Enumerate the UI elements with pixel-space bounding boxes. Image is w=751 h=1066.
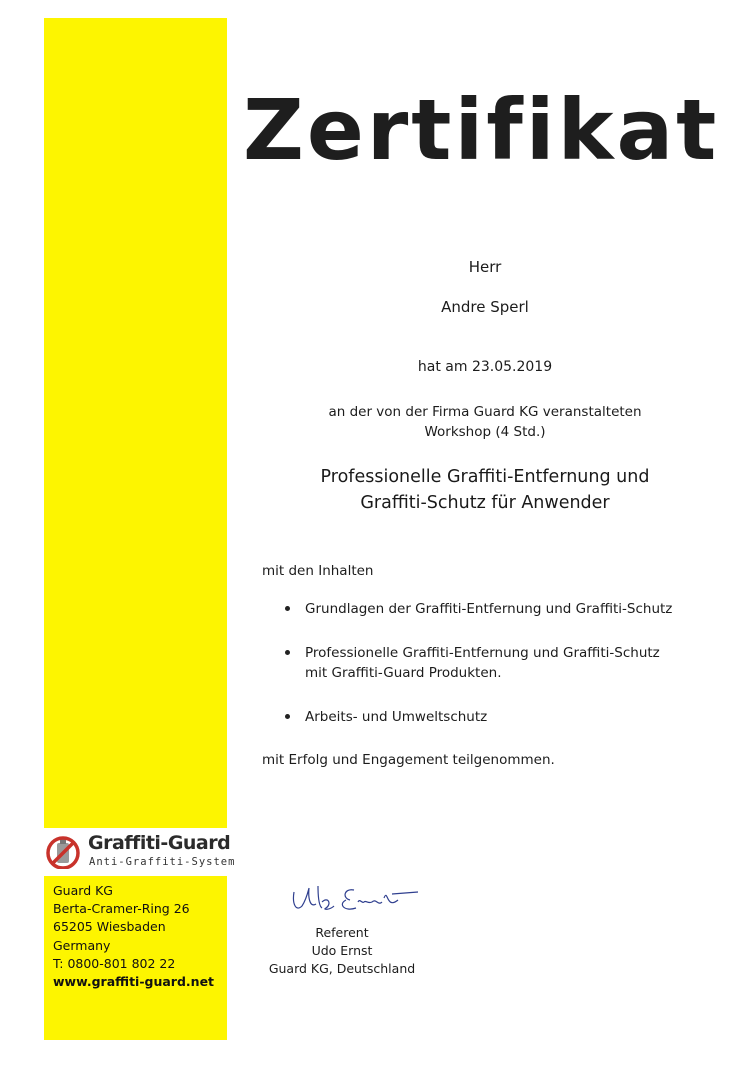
address-country: Germany — [53, 937, 111, 953]
signatory-role: Referent — [315, 925, 369, 940]
course-title-line-1: Professionelle Graffiti-Entfernung und — [320, 467, 650, 487]
topic-line-1: Arbeits- und Umweltschutz — [305, 709, 488, 725]
topics-list — [283, 599, 672, 751]
organizer-line-1: an der von der Firma Guard KG veranstalteten — [328, 404, 642, 420]
contents-intro: mit den Inhalten — [262, 563, 374, 579]
signatory-block — [262, 924, 422, 978]
company-logo — [44, 828, 236, 876]
recipient-name: Andre Sperl — [441, 298, 529, 316]
address-street: Berta-Cramer-Ring 26 — [53, 901, 190, 917]
no-spray-can-icon — [45, 833, 81, 869]
date-line: hat am 23.05.2019 — [417, 359, 553, 375]
address-website: www.graffiti-guard.net — [53, 974, 215, 990]
signatory-org: Guard KG, Deutschland — [268, 961, 416, 976]
address-company: Guard KG — [53, 883, 113, 898]
recipient-salutation: Herr — [468, 258, 502, 276]
address-city: 65205 Wiesbaden — [53, 919, 166, 935]
topic-line-1: Professionelle Graffiti-Entfernung und Graffiti-Schutz — [305, 645, 660, 661]
company-address — [53, 882, 214, 991]
closing-text: mit Erfolg und Engagement teilgenommen. — [262, 752, 555, 768]
course-title-line-2: Graffiti-Schutz für Anwender — [360, 493, 610, 513]
organizer-line-2: Workshop (4 Std.) — [424, 424, 546, 440]
organizer-text — [230, 402, 740, 442]
logo-tagline: Anti-Graffiti-System — [89, 856, 236, 868]
list-item — [283, 707, 672, 727]
signatory-name: Udo Ernst — [311, 943, 373, 958]
list-item — [283, 599, 672, 619]
topic-line-1: Grundlagen der Graffiti-Entfernung und Graffiti-Schutz — [305, 601, 673, 617]
course-title — [230, 464, 740, 516]
logo-name: Graffiti-Guard — [88, 832, 231, 854]
handwritten-signature — [288, 880, 428, 924]
certificate-title: Zertifikat — [243, 81, 720, 179]
list-item — [283, 643, 672, 683]
address-phone: T: 0800-801 802 22 — [53, 955, 176, 971]
topic-line-2: mit Graffiti-Guard Produkten. — [305, 665, 502, 681]
